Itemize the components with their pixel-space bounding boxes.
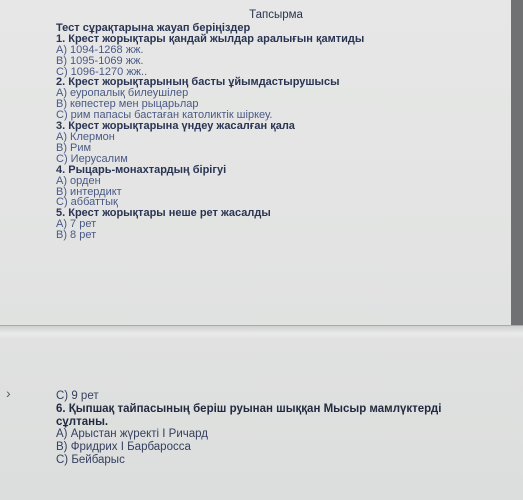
question-text: 4. Рыцарь-монахтардың бірігуі bbox=[56, 163, 227, 176]
answer-option: С) 9 рет bbox=[56, 390, 99, 402]
answer-option: С) 1096-1270 жж.. bbox=[56, 65, 148, 78]
worksheet-top-section bbox=[56, 10, 516, 241]
answer-option: В) 8 рет bbox=[56, 229, 97, 242]
answer-option: В) Фридрих І Барбаросса bbox=[56, 441, 191, 454]
page-fold bbox=[0, 326, 523, 338]
question-text: 5. Крест жорықтары неше рет жасалды bbox=[56, 207, 271, 220]
question-text: 6. Қыпшақ тайпасының беріш руынан шыққан Мысыр мамлүктерді bbox=[56, 402, 442, 415]
answer-option: В) Рим bbox=[56, 141, 92, 154]
question-list-top bbox=[56, 34, 516, 241]
answer-option: А) Арыстан жүректі І Ричард bbox=[56, 428, 208, 441]
answer-option: С) рим папасы бастаған католиктік шіркеу. bbox=[56, 109, 273, 122]
answer-option: А) 1094-1268 жж. bbox=[56, 43, 144, 56]
answer-option: А) еуропалық билеушілер bbox=[56, 87, 189, 100]
worksheet-bottom-section bbox=[56, 390, 516, 467]
answer-option: А) Клермон bbox=[56, 130, 115, 143]
answer-option: А) орден bbox=[56, 174, 101, 187]
answer-option: С) Иерусалим bbox=[56, 152, 128, 165]
answer-option: В) 1095-1069 жж. bbox=[56, 54, 144, 67]
answer-option: С) аббаттық bbox=[56, 196, 118, 209]
question-text: сұлтаны. bbox=[56, 415, 109, 428]
answer-option: В) интердикт bbox=[56, 185, 122, 198]
question-text: 3. Крест жорықтарына үндеу жасалған қала bbox=[56, 120, 295, 133]
question-text: 2. Крест жорықтарының басты ұйымдастырушысы bbox=[56, 76, 340, 89]
page-title: Тапсырма bbox=[249, 9, 303, 21]
answer-option: А) 7 рет bbox=[56, 218, 97, 231]
answer-option: В) көпестер мен рыцарьлар bbox=[56, 98, 199, 111]
question-list-bottom bbox=[56, 390, 516, 467]
question-text: 1. Крест жорықтары қандай жылдар аралығын қамтиды bbox=[56, 32, 365, 45]
chevron-right-icon: › bbox=[6, 385, 11, 401]
instruction: Тест сұрақтарына жауап беріңіздер bbox=[56, 21, 251, 34]
answer-option: С) Бейбарыс bbox=[56, 453, 125, 466]
